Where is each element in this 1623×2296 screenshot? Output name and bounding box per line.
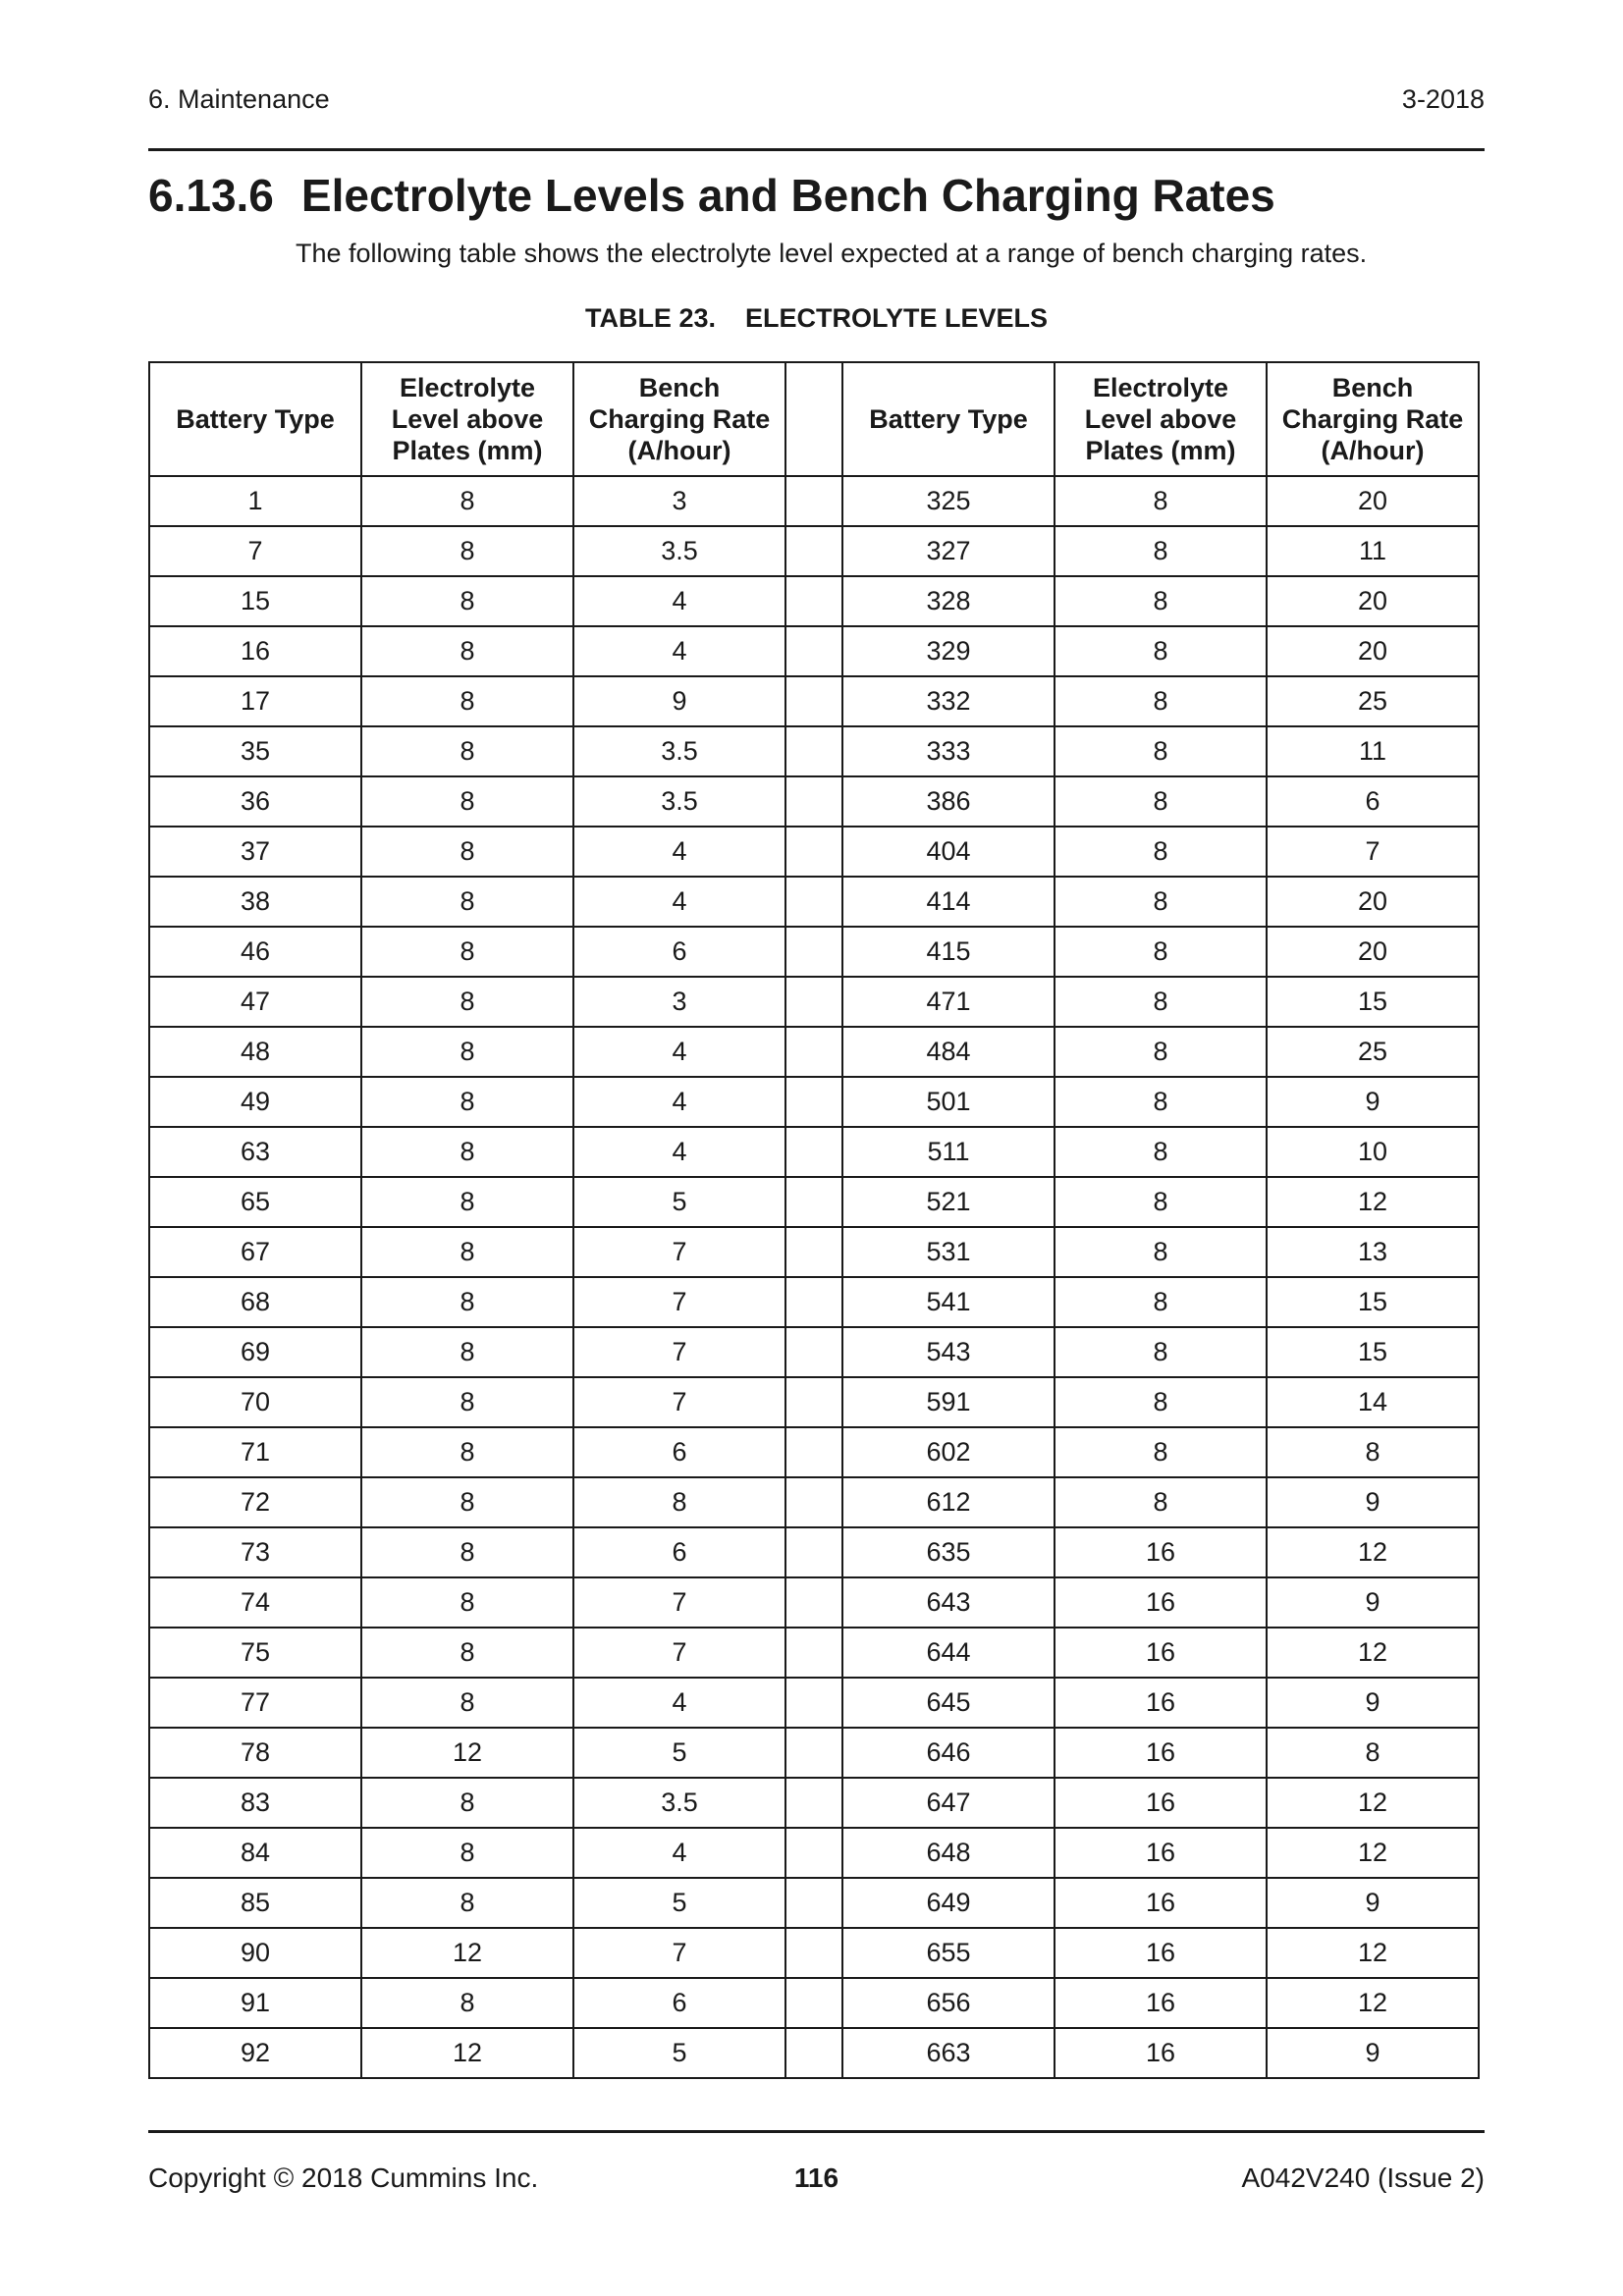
cell-charging-rate-2: 9 bbox=[1267, 1878, 1479, 1928]
table-row bbox=[149, 1327, 1479, 1377]
cell-charging-rate-2: 8 bbox=[1267, 1728, 1479, 1778]
electrolyte-levels-table bbox=[148, 361, 1480, 2079]
cell-charging-rate: 3 bbox=[573, 977, 785, 1027]
cell-battery-type: 73 bbox=[149, 1527, 361, 1577]
cell-charging-rate: 4 bbox=[573, 1127, 785, 1177]
cell-electrolyte-level: 12 bbox=[361, 1928, 573, 1978]
cell-battery-type-2: 521 bbox=[842, 1177, 1055, 1227]
cell-electrolyte-level: 8 bbox=[361, 977, 573, 1027]
cell-battery-type: 91 bbox=[149, 1978, 361, 2028]
cell-electrolyte-level: 8 bbox=[361, 1027, 573, 1077]
cell-charging-rate: 4 bbox=[573, 877, 785, 927]
cell-charging-rate: 7 bbox=[573, 1928, 785, 1978]
cell-spacer bbox=[785, 1427, 842, 1477]
cell-electrolyte-level-2: 16 bbox=[1055, 1878, 1267, 1928]
table-row bbox=[149, 1077, 1479, 1127]
table-header-row bbox=[149, 362, 1479, 476]
cell-spacer bbox=[785, 726, 842, 776]
table-row bbox=[149, 877, 1479, 927]
cell-charging-rate-2: 9 bbox=[1267, 1577, 1479, 1628]
cell-battery-type: 16 bbox=[149, 626, 361, 676]
cell-spacer bbox=[785, 1577, 842, 1628]
cell-battery-type-2: 543 bbox=[842, 1327, 1055, 1377]
cell-charging-rate: 5 bbox=[573, 1728, 785, 1778]
cell-charging-rate: 7 bbox=[573, 1327, 785, 1377]
section-number: 6.13.6 bbox=[148, 170, 274, 221]
cell-battery-type: 71 bbox=[149, 1427, 361, 1477]
table-row bbox=[149, 526, 1479, 576]
cell-electrolyte-level-2: 16 bbox=[1055, 1978, 1267, 2028]
cell-charging-rate: 3 bbox=[573, 476, 785, 526]
cell-spacer bbox=[785, 1277, 842, 1327]
cell-charging-rate: 7 bbox=[573, 1577, 785, 1628]
cell-battery-type: 74 bbox=[149, 1577, 361, 1628]
cell-spacer bbox=[785, 1828, 842, 1878]
cell-battery-type-2: 415 bbox=[842, 927, 1055, 977]
cell-charging-rate-2: 15 bbox=[1267, 1327, 1479, 1377]
cell-electrolyte-level-2: 16 bbox=[1055, 2028, 1267, 2078]
cell-spacer bbox=[785, 927, 842, 977]
cell-electrolyte-level-2: 8 bbox=[1055, 1377, 1267, 1427]
header-electrolyte-level: Electrolyte Level above Plates (mm) bbox=[361, 362, 573, 476]
cell-charging-rate: 4 bbox=[573, 626, 785, 676]
section-heading bbox=[148, 169, 1275, 222]
footer-copyright: Copyright © 2018 Cummins Inc. bbox=[148, 2163, 539, 2193]
table-row bbox=[149, 1728, 1479, 1778]
cell-electrolyte-level: 8 bbox=[361, 776, 573, 827]
cell-battery-type-2: 325 bbox=[842, 476, 1055, 526]
cell-charging-rate: 7 bbox=[573, 1227, 785, 1277]
cell-electrolyte-level-2: 8 bbox=[1055, 1077, 1267, 1127]
cell-electrolyte-level: 8 bbox=[361, 1828, 573, 1878]
table-row bbox=[149, 1227, 1479, 1277]
cell-charging-rate-2: 12 bbox=[1267, 1978, 1479, 2028]
cell-battery-type: 7 bbox=[149, 526, 361, 576]
cell-battery-type: 63 bbox=[149, 1127, 361, 1177]
cell-battery-type-2: 329 bbox=[842, 626, 1055, 676]
cell-electrolyte-level-2: 16 bbox=[1055, 1928, 1267, 1978]
cell-charging-rate-2: 12 bbox=[1267, 1527, 1479, 1577]
table-body bbox=[149, 476, 1479, 2078]
cell-charging-rate-2: 13 bbox=[1267, 1227, 1479, 1277]
cell-charging-rate-2: 8 bbox=[1267, 1427, 1479, 1477]
cell-battery-type-2: 531 bbox=[842, 1227, 1055, 1277]
cell-battery-type-2: 648 bbox=[842, 1828, 1055, 1878]
intro-text: The following table shows the electrolyte level expected at a range of bench charging rates. bbox=[296, 239, 1368, 268]
cell-electrolyte-level: 8 bbox=[361, 726, 573, 776]
table-row bbox=[149, 1678, 1479, 1728]
header-battery-type-2: Battery Type bbox=[842, 362, 1055, 476]
cell-electrolyte-level: 8 bbox=[361, 1427, 573, 1477]
header-battery-type: Battery Type bbox=[149, 362, 361, 476]
cell-electrolyte-level: 8 bbox=[361, 1878, 573, 1928]
cell-battery-type-2: 645 bbox=[842, 1678, 1055, 1728]
cell-electrolyte-level-2: 16 bbox=[1055, 1678, 1267, 1728]
cell-electrolyte-level-2: 8 bbox=[1055, 1327, 1267, 1377]
cell-electrolyte-level-2: 16 bbox=[1055, 1828, 1267, 1878]
cell-electrolyte-level: 8 bbox=[361, 1277, 573, 1327]
cell-charging-rate: 6 bbox=[573, 1427, 785, 1477]
table-row bbox=[149, 1477, 1479, 1527]
cell-charging-rate-2: 20 bbox=[1267, 576, 1479, 626]
header-spacer bbox=[785, 362, 842, 476]
table-row bbox=[149, 927, 1479, 977]
table-row bbox=[149, 1527, 1479, 1577]
table-row bbox=[149, 1577, 1479, 1628]
cell-electrolyte-level: 8 bbox=[361, 1477, 573, 1527]
table-row bbox=[149, 1377, 1479, 1427]
cell-charging-rate: 3.5 bbox=[573, 776, 785, 827]
cell-electrolyte-level: 8 bbox=[361, 526, 573, 576]
table-row bbox=[149, 1778, 1479, 1828]
cell-battery-type-2: 647 bbox=[842, 1778, 1055, 1828]
cell-spacer bbox=[785, 1077, 842, 1127]
table-row bbox=[149, 1277, 1479, 1327]
cell-electrolyte-level: 12 bbox=[361, 1728, 573, 1778]
cell-spacer bbox=[785, 2028, 842, 2078]
cell-electrolyte-level: 8 bbox=[361, 476, 573, 526]
footer-doc-id: A042V240 (Issue 2) bbox=[1241, 2163, 1485, 2193]
table-row bbox=[149, 1928, 1479, 1978]
cell-charging-rate: 5 bbox=[573, 1878, 785, 1928]
cell-electrolyte-level-2: 8 bbox=[1055, 776, 1267, 827]
cell-battery-type-2: 484 bbox=[842, 1027, 1055, 1077]
cell-electrolyte-level-2: 16 bbox=[1055, 1628, 1267, 1678]
table-row bbox=[149, 676, 1479, 726]
cell-charging-rate-2: 7 bbox=[1267, 827, 1479, 877]
cell-charging-rate-2: 6 bbox=[1267, 776, 1479, 827]
cell-spacer bbox=[785, 1728, 842, 1778]
cell-battery-type-2: 541 bbox=[842, 1277, 1055, 1327]
table-row bbox=[149, 1027, 1479, 1077]
cell-battery-type: 77 bbox=[149, 1678, 361, 1728]
table-row bbox=[149, 776, 1479, 827]
cell-electrolyte-level-2: 8 bbox=[1055, 726, 1267, 776]
table-row bbox=[149, 626, 1479, 676]
cell-battery-type: 46 bbox=[149, 927, 361, 977]
cell-electrolyte-level-2: 16 bbox=[1055, 1527, 1267, 1577]
cell-charging-rate-2: 12 bbox=[1267, 1628, 1479, 1678]
cell-spacer bbox=[785, 1327, 842, 1377]
cell-charging-rate: 7 bbox=[573, 1628, 785, 1678]
cell-electrolyte-level-2: 8 bbox=[1055, 1027, 1267, 1077]
table-row bbox=[149, 1828, 1479, 1878]
cell-battery-type: 70 bbox=[149, 1377, 361, 1427]
cell-battery-type: 49 bbox=[149, 1077, 361, 1127]
section-title: Electrolyte Levels and Bench Charging Rates bbox=[300, 170, 1275, 221]
cell-charging-rate: 6 bbox=[573, 1527, 785, 1577]
cell-spacer bbox=[785, 1928, 842, 1978]
header-charging-rate-2: Bench Charging Rate (A/hour) bbox=[1267, 362, 1479, 476]
cell-charging-rate: 4 bbox=[573, 1077, 785, 1127]
table-row bbox=[149, 1978, 1479, 2028]
cell-electrolyte-level-2: 8 bbox=[1055, 827, 1267, 877]
cell-electrolyte-level: 8 bbox=[361, 1978, 573, 2028]
cell-charging-rate: 4 bbox=[573, 1828, 785, 1878]
header-chapter: 6. Maintenance bbox=[148, 84, 330, 114]
cell-electrolyte-level: 8 bbox=[361, 877, 573, 927]
cell-spacer bbox=[785, 1177, 842, 1227]
cell-spacer bbox=[785, 827, 842, 877]
cell-electrolyte-level-2: 8 bbox=[1055, 1277, 1267, 1327]
cell-spacer bbox=[785, 1127, 842, 1177]
cell-battery-type: 72 bbox=[149, 1477, 361, 1527]
cell-charging-rate-2: 20 bbox=[1267, 877, 1479, 927]
cell-battery-type-2: 644 bbox=[842, 1628, 1055, 1678]
cell-spacer bbox=[785, 1878, 842, 1928]
cell-charging-rate-2: 14 bbox=[1267, 1377, 1479, 1427]
cell-electrolyte-level-2: 8 bbox=[1055, 576, 1267, 626]
cell-electrolyte-level-2: 8 bbox=[1055, 977, 1267, 1027]
cell-charging-rate-2: 12 bbox=[1267, 1828, 1479, 1878]
table-row bbox=[149, 726, 1479, 776]
cell-battery-type-2: 328 bbox=[842, 576, 1055, 626]
cell-battery-type: 1 bbox=[149, 476, 361, 526]
cell-charging-rate-2: 20 bbox=[1267, 476, 1479, 526]
cell-battery-type-2: 414 bbox=[842, 877, 1055, 927]
cell-battery-type-2: 663 bbox=[842, 2028, 1055, 2078]
cell-charging-rate-2: 20 bbox=[1267, 927, 1479, 977]
table-row bbox=[149, 1177, 1479, 1227]
cell-battery-type: 37 bbox=[149, 827, 361, 877]
cell-electrolyte-level-2: 8 bbox=[1055, 1177, 1267, 1227]
cell-battery-type-2: 332 bbox=[842, 676, 1055, 726]
cell-spacer bbox=[785, 476, 842, 526]
cell-battery-type: 92 bbox=[149, 2028, 361, 2078]
cell-battery-type: 47 bbox=[149, 977, 361, 1027]
cell-charging-rate: 6 bbox=[573, 927, 785, 977]
cell-spacer bbox=[785, 977, 842, 1027]
cell-spacer bbox=[785, 1377, 842, 1427]
cell-electrolyte-level: 12 bbox=[361, 2028, 573, 2078]
cell-battery-type: 83 bbox=[149, 1778, 361, 1828]
table-row bbox=[149, 2028, 1479, 2078]
cell-electrolyte-level: 8 bbox=[361, 1778, 573, 1828]
header-charging-rate: Bench Charging Rate (A/hour) bbox=[573, 362, 785, 476]
cell-electrolyte-level: 8 bbox=[361, 1628, 573, 1678]
cell-battery-type-2: 655 bbox=[842, 1928, 1055, 1978]
cell-battery-type: 75 bbox=[149, 1628, 361, 1678]
cell-electrolyte-level: 8 bbox=[361, 1227, 573, 1277]
table-row bbox=[149, 476, 1479, 526]
cell-electrolyte-level: 8 bbox=[361, 927, 573, 977]
cell-charging-rate: 3.5 bbox=[573, 526, 785, 576]
cell-charging-rate: 3.5 bbox=[573, 1778, 785, 1828]
cell-electrolyte-level-2: 8 bbox=[1055, 927, 1267, 977]
cell-electrolyte-level-2: 16 bbox=[1055, 1577, 1267, 1628]
cell-battery-type: 67 bbox=[149, 1227, 361, 1277]
cell-electrolyte-level: 8 bbox=[361, 1077, 573, 1127]
cell-charging-rate-2: 12 bbox=[1267, 1778, 1479, 1828]
cell-charging-rate: 5 bbox=[573, 1177, 785, 1227]
cell-electrolyte-level-2: 8 bbox=[1055, 676, 1267, 726]
cell-charging-rate-2: 25 bbox=[1267, 676, 1479, 726]
footer-page-number: 116 bbox=[793, 2163, 839, 2193]
cell-charging-rate: 3.5 bbox=[573, 726, 785, 776]
cell-battery-type-2: 646 bbox=[842, 1728, 1055, 1778]
cell-battery-type: 17 bbox=[149, 676, 361, 726]
cell-battery-type: 69 bbox=[149, 1327, 361, 1377]
cell-spacer bbox=[785, 1978, 842, 2028]
cell-spacer bbox=[785, 1477, 842, 1527]
cell-electrolyte-level: 8 bbox=[361, 1377, 573, 1427]
cell-electrolyte-level-2: 16 bbox=[1055, 1778, 1267, 1828]
cell-charging-rate-2: 9 bbox=[1267, 2028, 1479, 2078]
cell-battery-type: 65 bbox=[149, 1177, 361, 1227]
cell-battery-type-2: 656 bbox=[842, 1978, 1055, 2028]
cell-battery-type-2: 511 bbox=[842, 1127, 1055, 1177]
cell-charging-rate-2: 11 bbox=[1267, 726, 1479, 776]
cell-electrolyte-level: 8 bbox=[361, 576, 573, 626]
cell-charging-rate-2: 20 bbox=[1267, 626, 1479, 676]
cell-battery-type-2: 649 bbox=[842, 1878, 1055, 1928]
cell-electrolyte-level-2: 8 bbox=[1055, 1127, 1267, 1177]
cell-battery-type-2: 643 bbox=[842, 1577, 1055, 1628]
cell-spacer bbox=[785, 877, 842, 927]
cell-electrolyte-level-2: 16 bbox=[1055, 1728, 1267, 1778]
cell-spacer bbox=[785, 1527, 842, 1577]
cell-charging-rate: 4 bbox=[573, 576, 785, 626]
cell-battery-type-2: 327 bbox=[842, 526, 1055, 576]
cell-spacer bbox=[785, 776, 842, 827]
table-row bbox=[149, 977, 1479, 1027]
table-row bbox=[149, 1878, 1479, 1928]
cell-battery-type: 36 bbox=[149, 776, 361, 827]
cell-battery-type-2: 602 bbox=[842, 1427, 1055, 1477]
cell-charging-rate-2: 15 bbox=[1267, 977, 1479, 1027]
cell-electrolyte-level-2: 8 bbox=[1055, 1227, 1267, 1277]
header-date: 3-2018 bbox=[1401, 84, 1485, 114]
cell-spacer bbox=[785, 1628, 842, 1678]
cell-battery-type: 84 bbox=[149, 1828, 361, 1878]
cell-electrolyte-level-2: 8 bbox=[1055, 1477, 1267, 1527]
table-row bbox=[149, 827, 1479, 877]
cell-electrolyte-level-2: 8 bbox=[1055, 626, 1267, 676]
cell-battery-type: 85 bbox=[149, 1878, 361, 1928]
header-divider bbox=[148, 148, 1485, 151]
cell-battery-type: 90 bbox=[149, 1928, 361, 1978]
cell-charging-rate: 4 bbox=[573, 1678, 785, 1728]
cell-charging-rate-2: 25 bbox=[1267, 1027, 1479, 1077]
cell-charging-rate: 6 bbox=[573, 1978, 785, 2028]
cell-electrolyte-level: 8 bbox=[361, 1177, 573, 1227]
table-row bbox=[149, 1127, 1479, 1177]
cell-battery-type-2: 386 bbox=[842, 776, 1055, 827]
cell-electrolyte-level: 8 bbox=[361, 1678, 573, 1728]
cell-battery-type: 15 bbox=[149, 576, 361, 626]
cell-electrolyte-level-2: 8 bbox=[1055, 1427, 1267, 1477]
cell-charging-rate-2: 9 bbox=[1267, 1678, 1479, 1728]
cell-charging-rate: 9 bbox=[573, 676, 785, 726]
table-caption: TABLE 23. ELECTROLYTE LEVELS bbox=[584, 303, 1049, 333]
cell-electrolyte-level-2: 8 bbox=[1055, 526, 1267, 576]
cell-battery-type: 35 bbox=[149, 726, 361, 776]
cell-spacer bbox=[785, 626, 842, 676]
cell-charging-rate-2: 11 bbox=[1267, 526, 1479, 576]
cell-spacer bbox=[785, 526, 842, 576]
cell-electrolyte-level: 8 bbox=[361, 1527, 573, 1577]
cell-battery-type-2: 612 bbox=[842, 1477, 1055, 1527]
cell-battery-type: 38 bbox=[149, 877, 361, 927]
cell-spacer bbox=[785, 1027, 842, 1077]
cell-battery-type-2: 635 bbox=[842, 1527, 1055, 1577]
cell-charging-rate: 7 bbox=[573, 1377, 785, 1427]
cell-charging-rate: 4 bbox=[573, 827, 785, 877]
cell-charging-rate-2: 12 bbox=[1267, 1177, 1479, 1227]
cell-charging-rate-2: 15 bbox=[1267, 1277, 1479, 1327]
cell-electrolyte-level: 8 bbox=[361, 1127, 573, 1177]
cell-spacer bbox=[785, 576, 842, 626]
cell-battery-type: 48 bbox=[149, 1027, 361, 1077]
cell-electrolyte-level: 8 bbox=[361, 626, 573, 676]
cell-charging-rate-2: 12 bbox=[1267, 1928, 1479, 1978]
table-row bbox=[149, 1427, 1479, 1477]
cell-charging-rate-2: 10 bbox=[1267, 1127, 1479, 1177]
cell-spacer bbox=[785, 1678, 842, 1728]
cell-battery-type: 78 bbox=[149, 1728, 361, 1778]
cell-battery-type-2: 591 bbox=[842, 1377, 1055, 1427]
cell-charging-rate: 4 bbox=[573, 1027, 785, 1077]
cell-electrolyte-level: 8 bbox=[361, 1327, 573, 1377]
table-row bbox=[149, 576, 1479, 626]
cell-charging-rate: 5 bbox=[573, 2028, 785, 2078]
table-row bbox=[149, 1628, 1479, 1678]
cell-electrolyte-level: 8 bbox=[361, 676, 573, 726]
cell-spacer bbox=[785, 676, 842, 726]
cell-electrolyte-level: 8 bbox=[361, 1577, 573, 1628]
cell-charging-rate-2: 9 bbox=[1267, 1077, 1479, 1127]
cell-battery-type-2: 501 bbox=[842, 1077, 1055, 1127]
cell-electrolyte-level-2: 8 bbox=[1055, 877, 1267, 927]
cell-charging-rate-2: 9 bbox=[1267, 1477, 1479, 1527]
cell-charging-rate: 8 bbox=[573, 1477, 785, 1527]
cell-electrolyte-level-2: 8 bbox=[1055, 476, 1267, 526]
cell-battery-type-2: 333 bbox=[842, 726, 1055, 776]
cell-charging-rate: 7 bbox=[573, 1277, 785, 1327]
cell-electrolyte-level: 8 bbox=[361, 827, 573, 877]
cell-spacer bbox=[785, 1778, 842, 1828]
cell-battery-type-2: 404 bbox=[842, 827, 1055, 877]
cell-battery-type: 68 bbox=[149, 1277, 361, 1327]
footer-divider bbox=[148, 2130, 1485, 2133]
cell-spacer bbox=[785, 1227, 842, 1277]
header-electrolyte-level-2: Electrolyte Level above Plates (mm) bbox=[1055, 362, 1267, 476]
cell-battery-type-2: 471 bbox=[842, 977, 1055, 1027]
